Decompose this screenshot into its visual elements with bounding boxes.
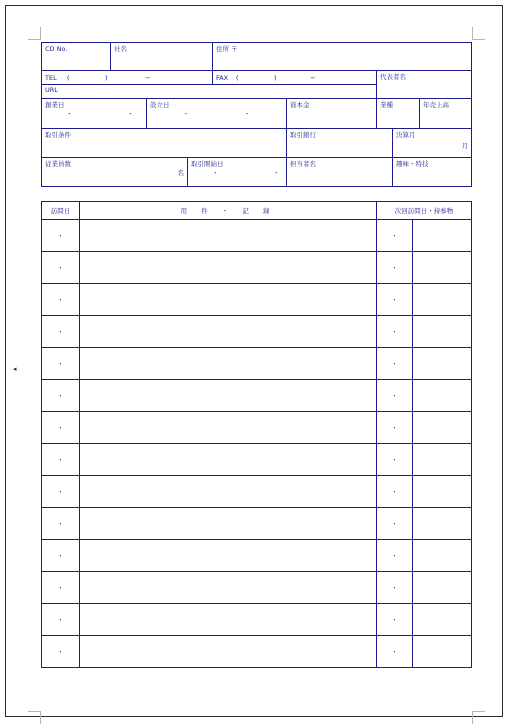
- person-in-charge-label: 担当者名: [290, 160, 317, 168]
- date-dot: ・: [391, 583, 398, 592]
- next-visit-date-cell[interactable]: [377, 636, 413, 668]
- founded-label: 創業日: [45, 101, 65, 109]
- employees-label: 従業員数: [45, 160, 71, 168]
- fax-label: FAX: [216, 73, 229, 82]
- visit-date-cell[interactable]: [42, 636, 80, 668]
- items-cell[interactable]: [413, 508, 472, 540]
- items-cell[interactable]: [413, 380, 472, 412]
- record-cell[interactable]: [80, 476, 377, 508]
- persons-unit: 名: [177, 169, 184, 177]
- date-dot: ・: [57, 551, 64, 560]
- bank-cell[interactable]: [287, 129, 393, 158]
- established-date-dots: ・ ・: [182, 110, 275, 118]
- record-cell[interactable]: [80, 572, 377, 604]
- customer-info-table: [41, 42, 472, 187]
- date-dot: ・: [391, 263, 398, 272]
- next-visit-date-cell[interactable]: [377, 540, 413, 572]
- visit-date-cell[interactable]: [42, 316, 80, 348]
- table-row: [42, 508, 472, 540]
- date-dot: ・: [391, 327, 398, 336]
- visit-date-cell[interactable]: [42, 444, 80, 476]
- employees-cell[interactable]: [42, 158, 188, 187]
- table-row: [42, 252, 472, 284]
- date-dot: ・: [57, 647, 64, 656]
- record-cell[interactable]: [80, 444, 377, 476]
- representative-cell[interactable]: [377, 71, 472, 99]
- next-visit-date-cell[interactable]: [377, 444, 413, 476]
- visit-date-cell[interactable]: [42, 252, 80, 284]
- representative-label: 代表者名: [380, 73, 407, 81]
- date-dot: ・: [391, 423, 398, 432]
- annual-sales-label: 年売上高: [423, 101, 450, 109]
- table-row: [42, 572, 472, 604]
- record-cell[interactable]: [80, 316, 377, 348]
- record-cell[interactable]: [80, 508, 377, 540]
- established-label: 設立日: [150, 101, 170, 109]
- next-visit-date-cell[interactable]: [377, 380, 413, 412]
- items-cell[interactable]: [413, 636, 472, 668]
- visit-date-cell[interactable]: [42, 380, 80, 412]
- col-next-visit: 次回訪問日・持参物: [377, 202, 472, 220]
- tel-cell[interactable]: [42, 71, 213, 85]
- record-cell[interactable]: [80, 380, 377, 412]
- fiscal-month-label: 決算月: [396, 131, 416, 139]
- industry-cell[interactable]: [377, 99, 420, 129]
- table-row: [42, 380, 472, 412]
- company-label: 社名: [114, 45, 127, 53]
- date-dot: ・: [391, 551, 398, 560]
- items-cell[interactable]: [413, 412, 472, 444]
- visit-date-cell[interactable]: [42, 572, 80, 604]
- next-visit-date-cell[interactable]: [377, 220, 413, 252]
- items-cell[interactable]: [413, 572, 472, 604]
- bank-label: 取引銀行: [290, 131, 317, 139]
- record-cell[interactable]: [80, 348, 377, 380]
- record-cell[interactable]: [80, 220, 377, 252]
- col-record: [80, 202, 377, 220]
- items-cell[interactable]: [413, 444, 472, 476]
- table-row: [42, 444, 472, 476]
- date-dot: ・: [57, 359, 64, 368]
- visit-date-cell[interactable]: [42, 348, 80, 380]
- items-cell[interactable]: [413, 540, 472, 572]
- date-dot: ・: [391, 519, 398, 528]
- founded-cell[interactable]: [42, 99, 158, 129]
- next-visit-date-cell[interactable]: [377, 316, 413, 348]
- month-unit: 月: [461, 142, 469, 150]
- tel-dash: −: [145, 73, 151, 82]
- items-cell[interactable]: [413, 476, 472, 508]
- col-record-label: 用 件 ・ 記 録: [180, 207, 276, 215]
- visit-date-cell[interactable]: [42, 284, 80, 316]
- tel-paren-close: ): [105, 73, 108, 82]
- cd-no-cell[interactable]: [42, 43, 111, 71]
- capital-cell[interactable]: [287, 99, 377, 129]
- table-row: [42, 284, 472, 316]
- fax-cell[interactable]: [213, 71, 377, 85]
- tel-paren-open: (: [67, 73, 70, 82]
- next-visit-date-cell[interactable]: [377, 412, 413, 444]
- fiscal-month-cell[interactable]: [393, 129, 472, 158]
- trade-start-label: 取引開始日: [191, 160, 224, 168]
- date-dot: ・: [391, 231, 398, 240]
- date-dot: ・: [391, 647, 398, 656]
- hobbies-cell[interactable]: [393, 158, 472, 187]
- record-cell[interactable]: [80, 252, 377, 284]
- next-visit-date-cell[interactable]: [377, 348, 413, 380]
- crop-mark-top-left: [28, 27, 41, 40]
- next-visit-date-cell[interactable]: [377, 476, 413, 508]
- table-row: [42, 604, 472, 636]
- date-dot: ・: [391, 455, 398, 464]
- visit-date-cell[interactable]: [42, 508, 80, 540]
- cd-no-label: CD No.: [45, 45, 68, 53]
- table-row: [42, 476, 472, 508]
- record-cell[interactable]: [80, 540, 377, 572]
- fax-paren-open: (: [236, 73, 239, 82]
- tel-field: [42, 74, 212, 82]
- table-row: [42, 540, 472, 572]
- hobbies-label: 趣味・特技: [396, 160, 429, 168]
- address-label: 住所 〒: [216, 45, 238, 53]
- tel-label: TEL: [45, 73, 57, 82]
- next-visit-date-cell[interactable]: [377, 508, 413, 540]
- table-row: [42, 348, 472, 380]
- trade-terms-label: 取引条件: [45, 131, 71, 139]
- visit-date-cell[interactable]: [42, 412, 80, 444]
- col-visit-date: 訪問日: [42, 202, 80, 220]
- trade-terms-cell[interactable]: [42, 129, 287, 158]
- established-cell[interactable]: [147, 99, 287, 129]
- address-cell[interactable]: [213, 43, 472, 71]
- industry-label: 業種: [380, 101, 394, 109]
- visit-date-cell[interactable]: [42, 476, 80, 508]
- visit-date-cell[interactable]: [42, 540, 80, 572]
- date-dot: ・: [57, 423, 64, 432]
- date-dot: ・: [57, 487, 64, 496]
- table-row: [42, 316, 472, 348]
- crop-mark-bottom-left: [28, 711, 41, 724]
- items-cell[interactable]: [413, 220, 472, 252]
- items-cell[interactable]: [413, 252, 472, 284]
- margin-arrow-icon: ◂: [13, 365, 17, 373]
- date-dot: ・: [391, 295, 398, 304]
- items-cell[interactable]: [413, 348, 472, 380]
- table-row: [42, 220, 472, 252]
- url-label: URL: [45, 86, 58, 94]
- founded-date-dots: ・ ・: [66, 110, 158, 118]
- crop-mark-bottom-right: [472, 711, 485, 724]
- visit-date-cell[interactable]: [42, 604, 80, 636]
- table-row: [42, 636, 472, 668]
- date-dot: ・: [57, 455, 64, 464]
- trade-start-date-dots: ・ ・: [212, 169, 304, 177]
- annual-sales-cell[interactable]: [420, 99, 472, 129]
- fax-paren-close: ): [274, 73, 277, 82]
- company-cell[interactable]: [111, 43, 213, 71]
- next-visit-date-cell[interactable]: [377, 604, 413, 636]
- table-row: [42, 412, 472, 444]
- date-dot: ・: [57, 263, 64, 272]
- date-dot: ・: [57, 295, 64, 304]
- date-dot: ・: [57, 583, 64, 592]
- crop-mark-top-right: [472, 27, 485, 40]
- next-visit-date-cell[interactable]: [377, 572, 413, 604]
- date-dot: ・: [391, 391, 398, 400]
- visit-log-table: [41, 201, 472, 668]
- record-cell[interactable]: [80, 604, 377, 636]
- date-dot: ・: [57, 615, 64, 624]
- date-dot: ・: [57, 391, 64, 400]
- fax-dash: −: [310, 73, 316, 82]
- next-visit-date-cell[interactable]: [377, 252, 413, 284]
- visit-log-body: [42, 220, 472, 668]
- date-dot: ・: [57, 327, 64, 336]
- items-cell[interactable]: [413, 284, 472, 316]
- record-cell[interactable]: [80, 636, 377, 668]
- date-dot: ・: [391, 487, 398, 496]
- items-cell[interactable]: [413, 604, 472, 636]
- fax-field: [213, 74, 376, 82]
- record-cell[interactable]: [80, 284, 377, 316]
- record-cell[interactable]: [80, 412, 377, 444]
- url-cell[interactable]: [42, 85, 377, 99]
- capital-label: 資本金: [290, 101, 310, 109]
- visit-date-cell[interactable]: [42, 220, 80, 252]
- date-dot: ・: [391, 359, 398, 368]
- next-visit-date-cell[interactable]: [377, 284, 413, 316]
- items-cell[interactable]: [413, 316, 472, 348]
- date-dot: ・: [391, 615, 398, 624]
- date-dot: ・: [57, 231, 64, 240]
- date-dot: ・: [57, 519, 64, 528]
